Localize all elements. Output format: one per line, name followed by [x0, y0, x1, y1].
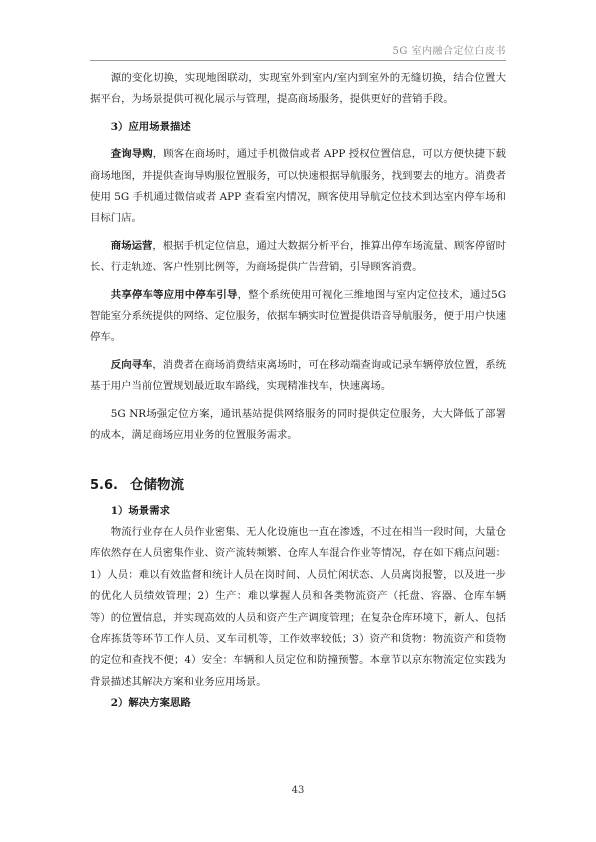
scenario-text: ，根据手机定位信息，通过大数据分析平台，推算出停车场流量、顾客停留时长、行走轨迹、客户性别比例等，为商场提供广告营销，引导顾客消费。: [90, 239, 507, 274]
scenario-query-guide: [90, 144, 506, 230]
section-heading: [90, 473, 506, 493]
requirement-heading: 1）场景需求: [110, 504, 170, 517]
scenario-reverse-car-finding: [90, 355, 506, 398]
scenario-title: 商场运营: [110, 239, 153, 252]
solution-heading: 2）解决方案思路: [110, 697, 191, 710]
scenario-text: ，消费者在商场消费结束离场时，可在移动端查询或记录车辆停放位置，系统基于用户当前位置规划最近取车路线，实现精准找车，快速离场。: [90, 358, 507, 393]
scenario-title: 反向寻车: [110, 358, 153, 371]
scenario-title: 查询导购: [110, 148, 153, 161]
header-title: 5G 室内融合定位白皮书: [392, 46, 506, 57]
summary-paragraph: 5G NR场强定位方案，通讯基站提供网络服务的同时提供定位服务，大大降低了部署的成本，满足商场应用业务的位置服务需求。: [90, 407, 506, 442]
scenario-heading: 3）应用场景描述: [110, 120, 191, 133]
section-number: 5.6.: [90, 477, 118, 493]
scenario-mall-operation: [90, 236, 506, 279]
section-title: 仓储物流: [130, 476, 184, 493]
scenario-parking-guide: [90, 285, 506, 349]
page-number: 43: [291, 785, 305, 796]
requirement-paragraph: 物流行业存在人员作业密集、无人化设施也一直在渗透，不过在相当一段时间，大量仓库依然存在人员密集作业、资产流转频繁、仓库人车混合作业等情况，存在如下痛点问题：1）人员：难以有效监督和统计人员在岗时间、人员忙闲状态、人员离岗报警，以及进一步的优化人员绩效管理；2）生产：难以掌握人员和各类物流资产（托盘、容器、仓库车辆等）的位置信息，并实现高效的人员和资产生产调度管理；在复杂仓库环境下，新人、包括仓库拣货等环节工作人员、叉车司机等，工作效率较低；3）资产和货物：物流资产和货物的定位和查找不便；4）安全：车辆和人员定位和防撞预警。本章节以京东物流定位实践为背景描述其解决方案和业务应用场景。: [90, 525, 506, 688]
scenario-title: 共享停车等应用中停车引导: [110, 288, 238, 301]
page-header: [90, 0, 506, 61]
scenario-text: ，整个系统使用可视化三维地图与室内定位技术，通过5G智能室分系统提供的网络、定位服务，依据车辆实时位置提供语音导航服务，便于用户快速停车。: [90, 288, 506, 344]
intro-paragraph: 源的变化切换，实现地图联动，实现室外到室内/室内到室外的无缝切换，结合位置大据平台，为场景提供可视化展示与管理，提高商场服务，提供更好的营销手段。: [90, 72, 506, 106]
scenario-text: ，顾客在商场时，通过手机微信或者 APP 授权位置信息，可以方便快捷下载商场地图，并提供查询导购服位置服务，可以快速根据导航服务，找到要去的地方。消费者使用 5G 手机通过微信或者 APP 查看室内情况，顾客使用导航定位技术到达室内停车场和目标门店。: [90, 148, 507, 225]
page-content: [90, 68, 506, 715]
